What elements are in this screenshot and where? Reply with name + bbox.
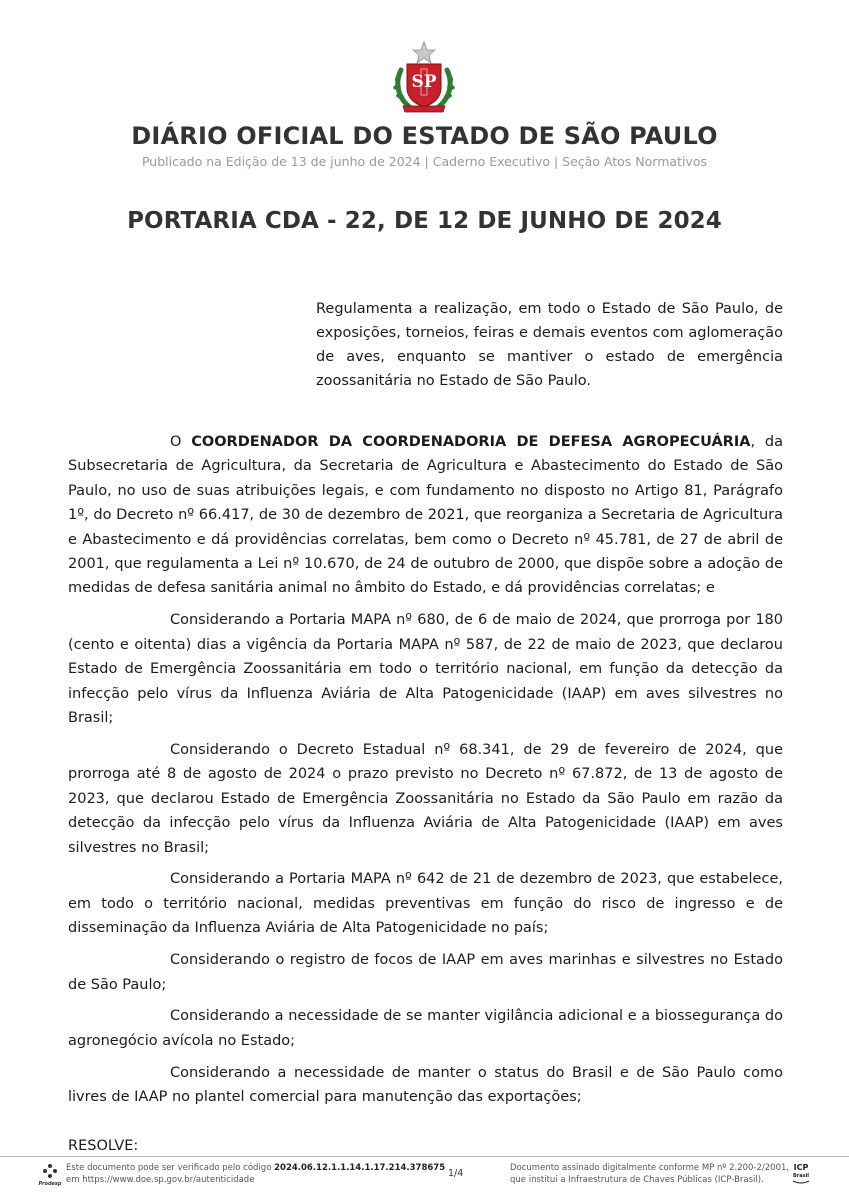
verification-note (66, 1162, 445, 1186)
document-title: PORTARIA CDA - 22, DE 12 DE JUNHO DE 2024 (127, 208, 722, 234)
verification-prefix: Este documento pode ser verificado pelo código (66, 1163, 275, 1173)
page-number: 1/4 (448, 1168, 464, 1179)
svg-text:Brasil: Brasil (792, 1173, 810, 1179)
page-footer (0, 1156, 849, 1201)
considerando-paragraph: Considerando o Decreto Estadual nº 68.341, de 29 de fevereiro de 2024, que prorroga até 8 de agosto de 2024 o prazo previsto no Decreto nº 67.872, de 13 de agosto de 2023, que declarou Estado de Emergência Zoossanitária no Estado da São Paulo em razão da detecção da infecção pelo vírus da Influenza Aviária de Alta Patogenicidade (IAAP) em aves silvestres no Brasil; (68, 741, 783, 856)
considerando-paragraph: Considerando a necessidade de manter o status do Brasil e de São Paulo como livres de IAAP no plantel comercial para manutenção das exportações; (68, 1064, 783, 1106)
signature-note (510, 1162, 789, 1186)
gazette-title: DIÁRIO OFICIAL DO ESTADO DE SÃO PAULO (131, 122, 718, 150)
publication-info: Publicado na Edição de 13 de junho de 2024 | Caderno Executivo | Seção Atos Normativos (141, 154, 707, 169)
signature-line-1: Documento assinado digitalmente conforme MP nº 2.200-2/2001, (510, 1163, 790, 1173)
considerando-paragraph: Considerando o registro de focos de IAAP em aves marinhas e silvestres no Estado de São Paulo; (68, 952, 783, 993)
intro-paragraph (68, 430, 783, 601)
verification-code: 2024.06.12.1.1.14.1.17.214.378675 (274, 1163, 446, 1173)
authority-name: COORDENADOR DA COORDENADORIA DE DEFESA AGROPECUÁRIA (191, 434, 751, 450)
considerando-paragraph: Considerando a Portaria MAPA nº 642 de 21 de dezembro de 2023, que estabelece, em todo o território nacional, medidas preventivas em função do risco de ingresso e de disseminação da Influenza Aviária de Alta Patogenicidade no país; (68, 871, 783, 937)
verification-url: em https://www.doe.sp.gov.br/autenticidade (66, 1175, 255, 1185)
document-body (68, 430, 783, 1165)
resolve-heading: RESOLVE: (68, 1137, 139, 1154)
intro-text: , da Subsecretaria de Agricultura, da Secretaria de Agricultura e Abastecimento do Estado de São Paulo, no uso de suas atribuições legais, e com fundamento no disposto no Artigo 81, Parágrafo 1º, do Decreto nº 66.417, de 30 de dezembro de 2021, que reorganiza a Secretaria de Agricultura e Abastecimento e dá providências correlatas, bem como o Decreto nº 45.781, de 27 de abril de 2001, que regulamenta a Lei nº 10.670, de 24 de outubro de 2000, que dispõe sobre a adoção de medidas de defesa sanitária animal no âmbito do Estado, e dá providências correlatas; e (68, 434, 783, 597)
icp-brasil-logo-icon (790, 1160, 812, 1188)
considerando-paragraph: Considerando a Portaria MAPA nº 680, de 6 de maio de 2024, que prorroga por 180 (cento e oitenta) dias a vigência da Portaria MAPA nº 587, de 22 de maio de 2023, que declarou Estado de Emergência Zoossanitária em todo o território nacional, em função da detecção da infecção pelo vírus da Influenza Aviária de Alta Patogenicidade (IAAP) em aves silvestres no Brasil; (68, 612, 783, 726)
ementa: Regulamenta a realização, em todo o Estado de São Paulo, de exposições, torneios, feiras e demais eventos com aglomeração de aves, enquanto se mantiver o estado de emergência zoossanitária no Estado de São Paulo. (316, 301, 783, 389)
considerando-paragraph: Considerando a necessidade de se manter vigilância adicional e a biossegurança do agronegócio avícola no Estado; (68, 1008, 783, 1049)
svg-text:SP: SP (411, 72, 437, 92)
intro-prefix: O (170, 434, 192, 450)
sao-paulo-coat-of-arms-icon (389, 40, 459, 116)
prodesp-logo-icon (40, 1160, 60, 1186)
prodesp-label: Prodesp (38, 1181, 62, 1187)
signature-line-2: que institui a Infraestrutura de Chaves Públicas (ICP-Brasil). (510, 1175, 764, 1185)
svg-text:ICP: ICP (793, 1163, 809, 1172)
